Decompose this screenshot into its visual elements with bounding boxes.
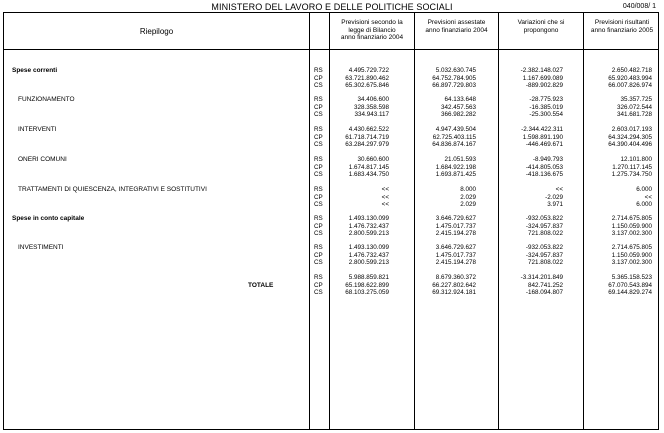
table-cell: 69.144.829.274 [608,289,652,297]
table-cell: 64.752.784.905 [432,74,476,82]
header-line: Variazioni che si [517,19,565,26]
table-cell: -418.136.675 [525,171,563,179]
table-cell: << [644,193,652,201]
header-line: anno finanziario 2004 [425,26,488,34]
row-type: CP [314,133,323,141]
table-cell: 4.430.662.522 [348,126,389,133]
row-type: CS [314,230,323,238]
section-label: INVESTIMENTI [18,244,64,251]
table-cell: 1.270.117.145 [612,163,652,171]
row-type: CP [314,103,323,111]
table-row [4,111,658,119]
table-cell: 66.007.826.974 [608,82,652,90]
table-cell: 342.457.563 [440,103,476,111]
table-row [4,82,658,90]
row-type: CP [314,281,323,289]
row-type: CS [314,289,323,297]
table-cell: 1.598.891.190 [522,133,563,141]
table-cell: 328.358.598 [353,103,389,111]
table-cell: -932.053.822 [525,244,563,251]
table-cell: << [381,201,389,209]
row-type: RS [314,67,323,74]
report-title: MINISTERO DEL LAVORO E DELLE POLITICHE SOCIALI [211,2,453,12]
header-divider [4,49,658,50]
table-cell: 2.800.599.213 [348,230,389,238]
table-cell: -8.949.793 [532,156,563,163]
table-cell: 64.324.294.305 [608,133,652,141]
table-cell: 1.493.130.099 [348,244,389,251]
table-cell: 6.000 [636,201,652,209]
row-type: CP [314,163,323,171]
row-type: RS [314,244,323,251]
table-cell: 35.357.725 [620,96,652,103]
table-cell: 12.101.800 [620,156,652,163]
table-cell: 5.032.630.745 [435,67,476,74]
table-cell: -414.805.053 [525,163,563,171]
report-code: 040/008/ 1 [622,3,656,10]
summary-table [3,12,659,430]
row-type: CP [314,251,323,259]
table-cell: 2.415.194.278 [435,230,476,238]
row-type: CS [314,259,323,267]
table-cell: 1.476.732.437 [348,251,389,259]
table-cell: -2.382.148.027 [520,67,563,74]
table-cell: 65.920.483.994 [608,74,652,82]
table-cell: 2.415.194.278 [435,259,476,267]
table-cell: 63.284.297.979 [345,141,389,149]
table-cell: 1.150.059.900 [611,222,652,230]
table-cell: 2.603.017.193 [611,126,652,133]
section-label: Spese in conto capitale [12,215,85,222]
table-cell: 64.133.648 [444,96,476,103]
table-cell: 3.646.729.627 [435,215,476,222]
row-type: RS [314,96,323,103]
table-cell: -324.957.837 [525,251,563,259]
table-cell: -3.314.201.849 [520,274,563,281]
row-type: RS [314,186,323,193]
table-cell: 1.275.734.750 [611,171,652,179]
column-header-legge-bilancio [330,19,414,42]
table-cell: 61.718.714.719 [345,133,389,141]
table-cell: -932.053.822 [525,215,563,222]
section-label: TRATTAMENTI DI QUIESCENZA, INTEGRATIVI E SOSTITUTIVI [18,186,207,193]
table-cell: 66.897.729.803 [432,82,476,90]
table-cell: 1.683.434.750 [348,171,389,179]
table-cell: -25.300.554 [529,111,563,119]
table-row [4,230,658,238]
table-cell: 69.312.924.181 [432,289,476,297]
table-cell: 341.681.728 [616,111,652,119]
table-cell: -889.902.829 [525,82,563,90]
row-type: CP [314,74,323,82]
table-cell: 5.365.158.523 [611,274,652,281]
table-cell: 30.660.600 [357,156,389,163]
row-type: RS [314,274,323,281]
table-cell: 2.029 [460,193,476,201]
table-cell: 721.808.022 [527,230,563,238]
section-label: Spese correnti [12,67,58,74]
table-cell: 68.103.275.059 [345,289,389,297]
table-cell: 8.679.360.372 [435,274,476,281]
row-type: CS [314,141,323,149]
row-type: CS [314,171,323,179]
table-cell: 3.137.002.300 [611,230,652,238]
row-type: CP [314,193,323,201]
table-cell: 2.650.482.718 [611,67,652,74]
table-cell: << [381,193,389,201]
table-cell: 4.495.729.722 [348,67,389,74]
table-cell: 1.674.817.145 [348,163,389,171]
table-cell: 6.000 [636,186,652,193]
section-label: INTERVENTI [18,126,57,133]
header-line: legge di Bilancio [348,26,396,34]
table-cell: -28.775.923 [529,96,563,103]
header-line: Previsioni secondo la [341,19,403,26]
table-cell: 4.947.439.504 [435,126,476,133]
table-cell: 334.943.117 [354,111,389,119]
table-cell: 1.493.130.099 [348,215,389,222]
row-type: RS [314,126,323,133]
table-cell: 1.475.017.737 [435,222,476,230]
table-cell: -324.957.837 [525,222,563,230]
table-cell: 1.684.922.198 [435,163,476,171]
header-line: anno finanziario 2005 [590,26,654,34]
table-cell: -446.469.671 [525,141,563,149]
table-cell: 65.198.622.899 [345,281,389,289]
row-type: CS [314,82,323,90]
table-cell: 67.070.543.894 [608,281,652,289]
column-header-variazioni [499,19,583,34]
column-header-risultanti [584,19,660,34]
header-line: Previsioni assestate [427,19,486,26]
table-cell: 63.721.890.462 [345,74,389,82]
row-type: RS [314,215,323,222]
header-line: Previsioni risultanti [594,19,650,26]
row-type: RS [314,156,323,163]
table-cell: 1.150.059.900 [611,251,652,259]
table-cell: 64.390.404.496 [608,141,652,149]
row-type: CS [314,111,323,119]
riepilogo-header: Riepilogo [139,27,174,36]
table-cell: 842.741.252 [527,281,563,289]
table-cell: 3.137.002.300 [611,259,652,267]
table-cell: 2.029 [460,201,476,209]
table-cell: << [381,186,389,193]
section-label: FUNZIONAMENTO [18,96,75,103]
table-cell: 721.808.022 [527,259,563,267]
section-label: ONERI COMUNI [18,156,67,163]
table-cell: 65.302.675.846 [345,82,389,90]
table-cell: 3.646.729.627 [435,244,476,251]
section-label: TOTALE [248,282,274,289]
table-cell: 1.476.732.437 [348,222,389,230]
table-cell: 2.800.599.213 [348,259,389,267]
row-type: CS [314,201,323,209]
table-cell: -168.094.807 [525,289,563,297]
table-cell: 1.167.699.089 [522,74,563,82]
header-line: anno finanziario 2004 [340,34,404,41]
table-cell: 21.051.593 [444,156,476,163]
table-cell: -16.385.019 [529,103,563,111]
table-cell: 1.693.871.425 [435,171,476,179]
row-type: CP [314,222,323,230]
table-cell: 64.836.874.167 [432,141,476,149]
table-cell: 2.714.675.805 [611,215,652,222]
table-row [4,171,658,179]
table-cell: 326.072.544 [616,103,652,111]
table-cell: << [555,186,563,193]
table-row [4,141,658,149]
table-cell: 5.988.859.821 [348,274,389,281]
table-row [4,259,658,267]
column-header-assestate [415,19,498,34]
table-cell: 34.406.600 [357,96,389,103]
table-cell: -2.344.422.311 [521,126,563,133]
table-cell: 66.227.802.642 [432,281,476,289]
table-cell: 3.971 [547,201,563,209]
header-line: propongono [523,26,559,34]
table-row [4,289,658,297]
table-row [4,201,658,209]
table-cell: 366.982.282 [440,111,476,119]
table-cell: 8.000 [460,186,476,193]
table-cell: 2.714.675.805 [611,244,652,251]
table-cell: 62.725.403.115 [432,133,476,141]
table-cell: 1.475.017.737 [435,251,476,259]
table-cell: -2.029 [545,193,563,201]
